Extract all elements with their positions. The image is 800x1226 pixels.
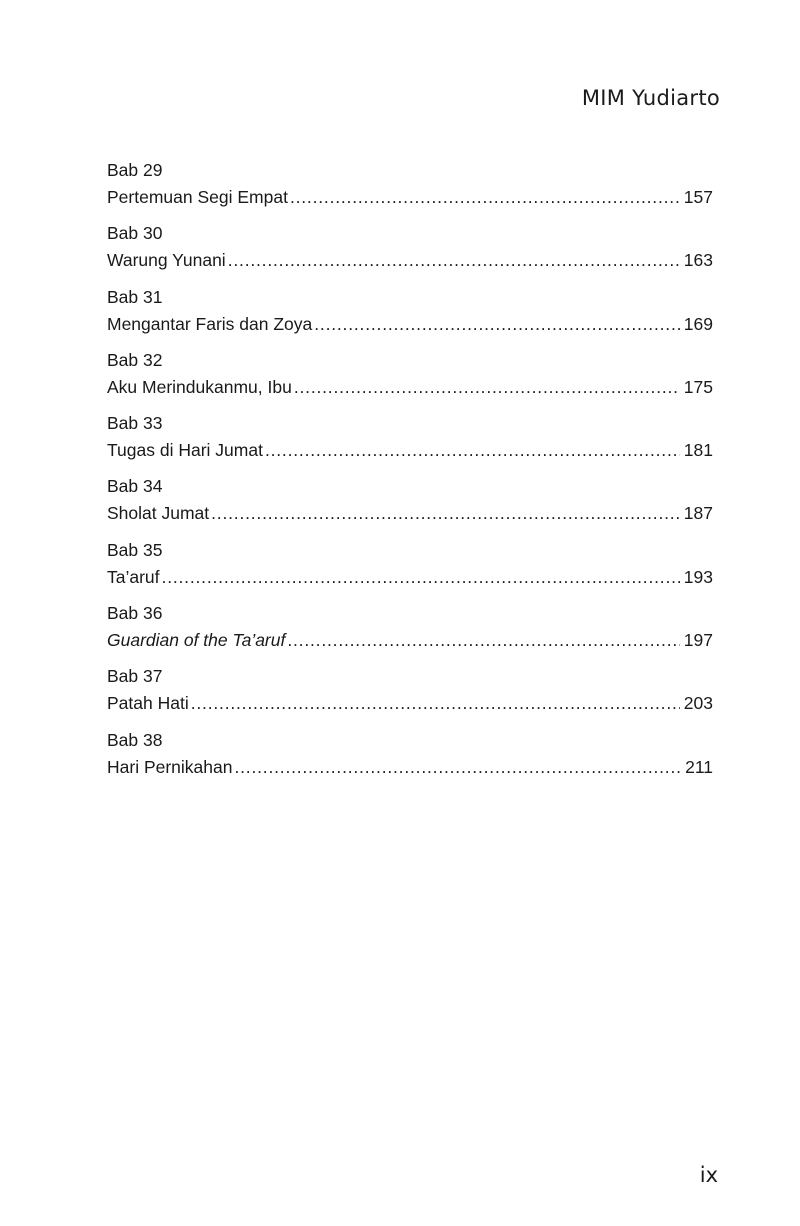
- page-number: 211: [685, 756, 713, 777]
- page-number: 163: [683, 250, 713, 271]
- chapter-title: Aku Merindukanmu, Ibu: [107, 376, 292, 397]
- page-number: 181: [683, 440, 713, 461]
- toc-title-row: [107, 184, 713, 211]
- chapter-number: Bab 31: [107, 286, 163, 307]
- page-number: 187: [683, 503, 713, 524]
- page-number: 203: [683, 693, 713, 714]
- chapter-title: Guardian of the Ta’aruf: [107, 630, 286, 651]
- dot-leader: [294, 374, 680, 401]
- chapter-number: Bab 37: [107, 666, 163, 687]
- toc-title-row: [107, 311, 713, 338]
- toc-entry: [107, 220, 713, 283]
- toc-title-row: [107, 564, 713, 591]
- chapter-title: Pertemuan Segi Empat: [107, 187, 288, 207]
- chapter-number: Bab 32: [107, 349, 163, 370]
- chapter-number: Bab 38: [107, 729, 163, 750]
- dot-leader: [290, 184, 680, 211]
- toc-entry: [107, 537, 713, 600]
- dot-leader: [234, 754, 681, 781]
- toc-title-row: [107, 437, 713, 464]
- chapter-title: Patah Hati: [107, 693, 189, 714]
- chapter-number: Bab 29: [107, 160, 163, 180]
- page-folio: ix: [699, 1163, 718, 1187]
- page-number: 197: [683, 630, 713, 651]
- toc-title-row: [107, 247, 713, 274]
- table-of-contents: [107, 157, 713, 790]
- toc-title-row: [107, 754, 713, 781]
- toc-title-row: [107, 690, 713, 717]
- toc-entry: [107, 600, 713, 663]
- chapter-title: Ta’aruf: [107, 566, 160, 587]
- toc-entry: [107, 727, 713, 790]
- toc-entry: [107, 663, 713, 726]
- dot-leader: [162, 564, 680, 591]
- chapter-title: Hari Pernikahan: [107, 756, 233, 777]
- chapter-title: Warung Yunani: [107, 250, 226, 271]
- toc-title-row: [107, 627, 713, 654]
- chapter-number: Bab 36: [107, 603, 163, 624]
- chapter-title: Sholat Jumat: [107, 503, 210, 524]
- page-number: 175: [683, 376, 713, 397]
- toc-title-row: [107, 374, 713, 401]
- page-number: 193: [683, 566, 713, 587]
- page-number: 169: [683, 313, 713, 334]
- running-head-author: MIM Yudiarto: [581, 86, 720, 110]
- toc-entry: [107, 347, 713, 410]
- toc-entry: [107, 284, 713, 347]
- dot-leader: [228, 247, 680, 274]
- dot-leader: [287, 627, 679, 654]
- chapter-number: Bab 34: [107, 476, 163, 497]
- dot-leader: [314, 311, 680, 338]
- chapter-number: Bab 30: [107, 223, 163, 244]
- chapter-number: Bab 33: [107, 413, 163, 434]
- chapter-number: Bab 35: [107, 539, 163, 560]
- dot-leader: [265, 437, 680, 464]
- toc-title-row: [107, 500, 713, 527]
- dot-leader: [211, 500, 680, 527]
- toc-entry: [107, 473, 713, 536]
- toc-entry: [107, 157, 713, 220]
- chapter-title: Mengantar Faris dan Zoya: [107, 313, 313, 334]
- page-number: 157: [683, 187, 713, 207]
- chapter-title: Tugas di Hari Jumat: [107, 440, 263, 461]
- toc-entry: [107, 410, 713, 473]
- dot-leader: [191, 690, 680, 717]
